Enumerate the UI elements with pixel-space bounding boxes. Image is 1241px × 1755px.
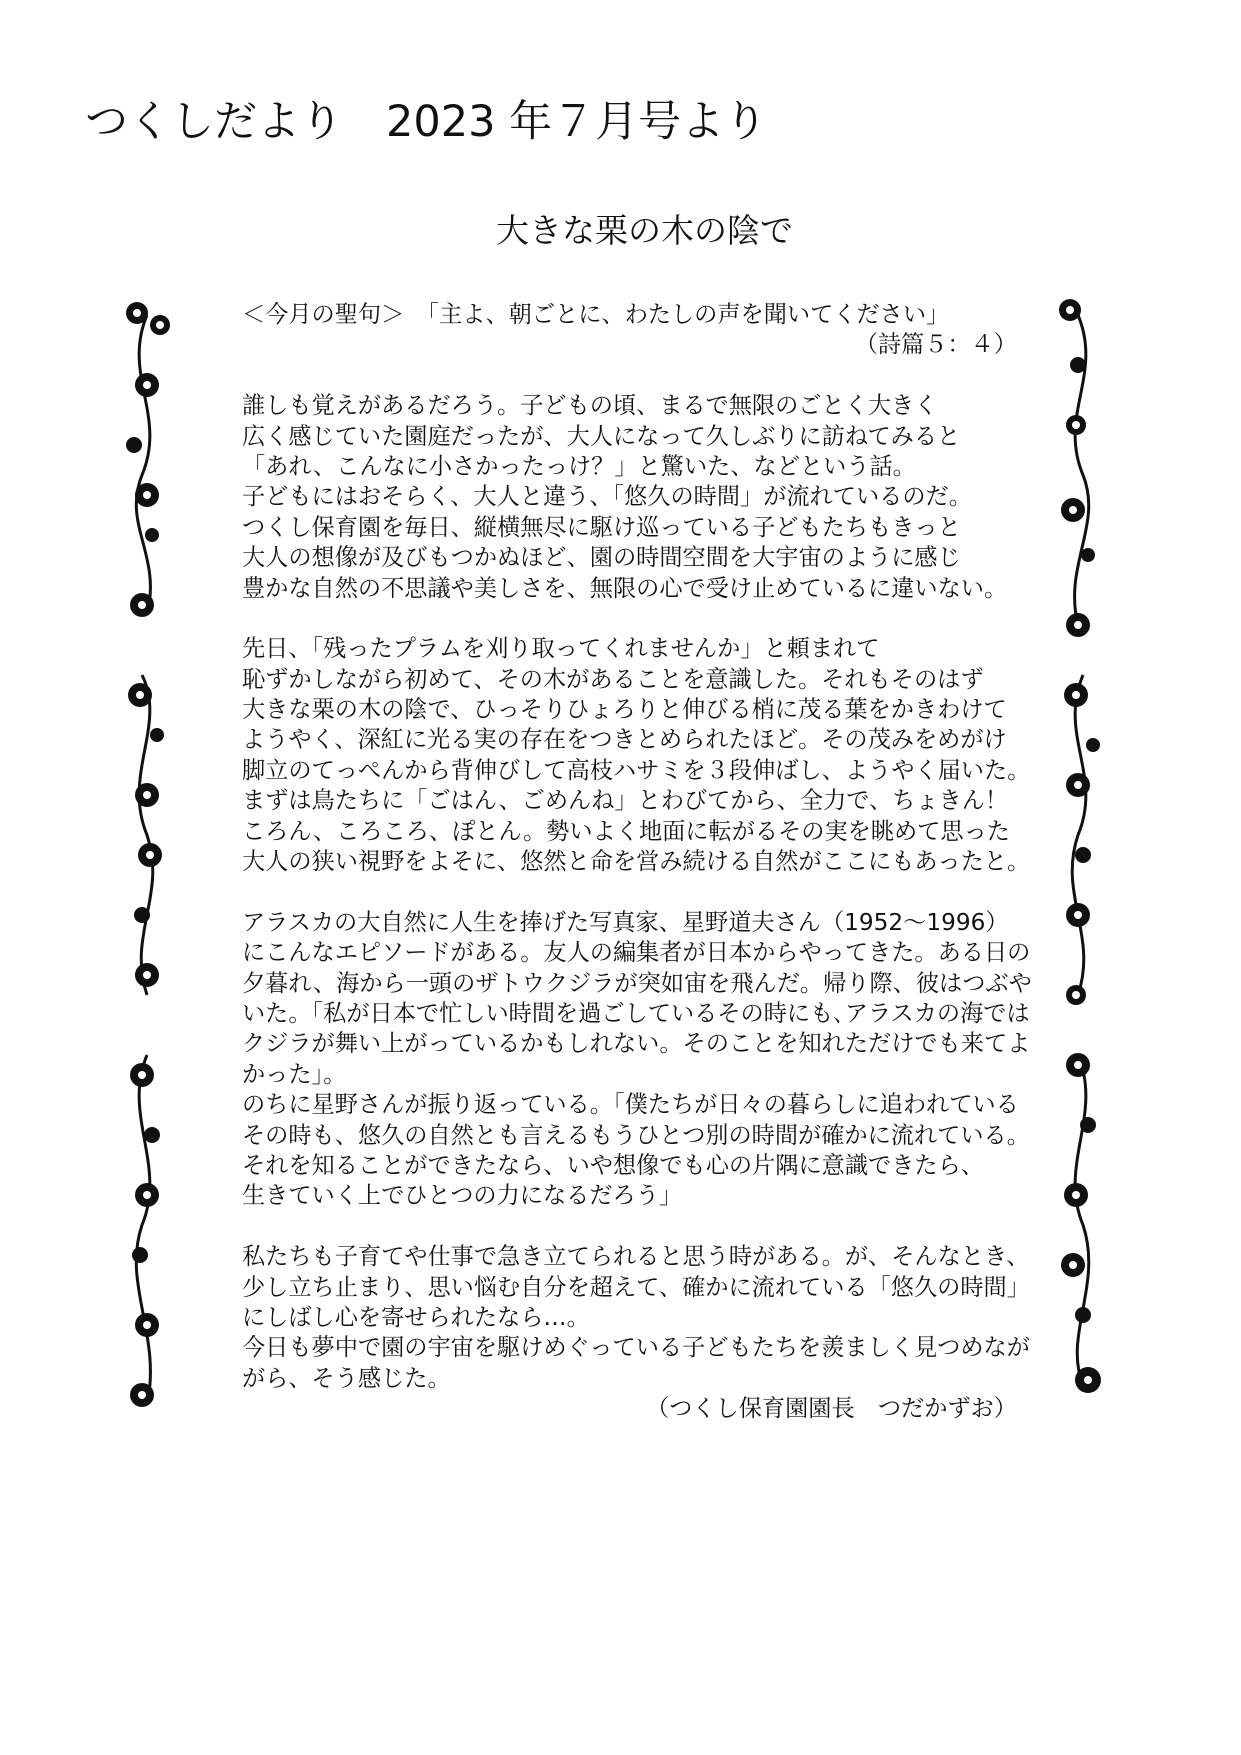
paragraph-line: 広く感じていた園庭だったが、大人になって久しぶりに訪ねてみると xyxy=(242,422,961,450)
paragraph-line: 夕暮れ、海から一頭のザトウクジラが突如宙を飛んだ。帰り際、彼はつぶや xyxy=(242,969,1032,997)
paragraph-line: つくし保育園を毎日、縦横無尽に駆け巡っている子どもたちもきっと xyxy=(242,513,961,541)
paragraph-line: 大人の狭い視野をよそに、悠然と命を営み続ける自然がここにもあったと。 xyxy=(242,848,1031,876)
floral-vine-icon xyxy=(112,295,182,1435)
verse-line: ＜今月の聖句＞ 「主よ、朝ごとに、わたしの声を聞いてください」 xyxy=(242,301,950,328)
paragraph-line: ようやく、深紅に光る実の存在をつきとめられたほど。その茂みをめがけ xyxy=(242,726,1007,754)
right-floral-border xyxy=(1048,295,1118,1405)
paragraph-line: のちに星野さんが振り返っている。｢僕たちが日々の暮らしに追われている xyxy=(242,1091,1019,1119)
paragraph-line: クジラが舞い上がっているかもしれない。そのことを知れただけでも来てよ xyxy=(242,1030,1031,1058)
paragraph-line: にこんなエピソードがある。友人の編集者が日本からやってきた。ある日の xyxy=(242,939,1031,967)
paragraph-line: ころん、ころころ、ぽとん。勢いよく地面に転がるその実を眺めて思った xyxy=(242,817,1010,845)
floral-vine-icon xyxy=(1048,295,1118,1405)
paragraph-line: その時も、悠久の自然とも言えるもうひとつ別の時間が確かに流れている。 xyxy=(242,1121,1030,1149)
paragraph-line: それを知ることができたなら、いや想像でも心の片隅に意識できたら、 xyxy=(242,1151,984,1179)
paragraph-line: がら、そう感じた。 xyxy=(242,1364,451,1392)
paragraph-line: 「あれ、こんなに小さかったっけ？」と驚いた、などという話。 xyxy=(242,452,916,480)
paragraph-line: 少し立ち止まり、思い悩む自分を超えて、確かに流れている「悠久の時間」 xyxy=(242,1273,1030,1301)
paragraph-line: 恥ずかしながら初めて、その木があることを意識した。それもそのはず xyxy=(242,665,984,693)
paragraph-line: かった」。 xyxy=(242,1060,347,1088)
paragraph-line: 誰しも覚えがあるだろう。子どもの頃、まるで無限のごとく大きく xyxy=(242,392,938,420)
paragraph-line: 今日も夢中で園の宇宙を駆けめぐっている子どもたちを羨ましく見つめなが xyxy=(242,1334,1030,1362)
paragraph-line: 私たちも子育てや仕事で急き立てられると思う時がある。が、そんなとき、 xyxy=(242,1243,1030,1271)
article-title: 大きな栗の木の陰で xyxy=(496,211,793,250)
newsletter-title: つくしだより 2023 年７月号より xyxy=(85,97,768,147)
signature: （つくし保育園園長 つだかずお） xyxy=(646,1395,1017,1423)
paragraph-line: 子どもにはおそらく、大人と違う、「悠久の時間」が流れているのだ。 xyxy=(242,483,972,511)
paragraph-line: 生きていく上でひとつの力になるだろう」 xyxy=(242,1182,683,1210)
verse-citation: （詩篇５：４） xyxy=(854,331,1017,359)
paragraph-line: 豊かな自然の不思議や美しさを、無限の心で受け止めているに違いない。 xyxy=(242,574,1008,602)
paragraph-line: 先日、「残ったプラムを刈り取ってくれませんか」と頼まれて xyxy=(242,635,880,663)
paragraph-line: いた。｢私が日本で忙しい時間を過ごしているその時にも､アラスカの海では xyxy=(242,999,1030,1027)
paragraph-line: アラスカの大自然に人生を捧げた写真家、星野道夫さん（1952〜1996） xyxy=(242,908,1009,936)
paragraph-line: にしばし心を寄せられたなら…。 xyxy=(242,1303,590,1331)
paragraph-line: 大人の想像が及びもつかぬほど、園の時間空間を大宇宙のように感じ xyxy=(242,544,961,572)
paragraph-line: まずは鳥たちに「ごはん、ごめんね」とわびてから、全力で、ちょきん！ xyxy=(242,787,1009,815)
paragraph-line: 脚立のてっぺんから背伸びして高枝ハサミを３段伸ばし、ようやく届いた。 xyxy=(242,756,1031,784)
paragraph-line: 大きな栗の木の陰で、ひっそりひょろりと伸びる梢に茂る葉をかきわけて xyxy=(242,696,1007,724)
article-body xyxy=(242,300,1032,1424)
left-floral-border xyxy=(112,295,182,1435)
